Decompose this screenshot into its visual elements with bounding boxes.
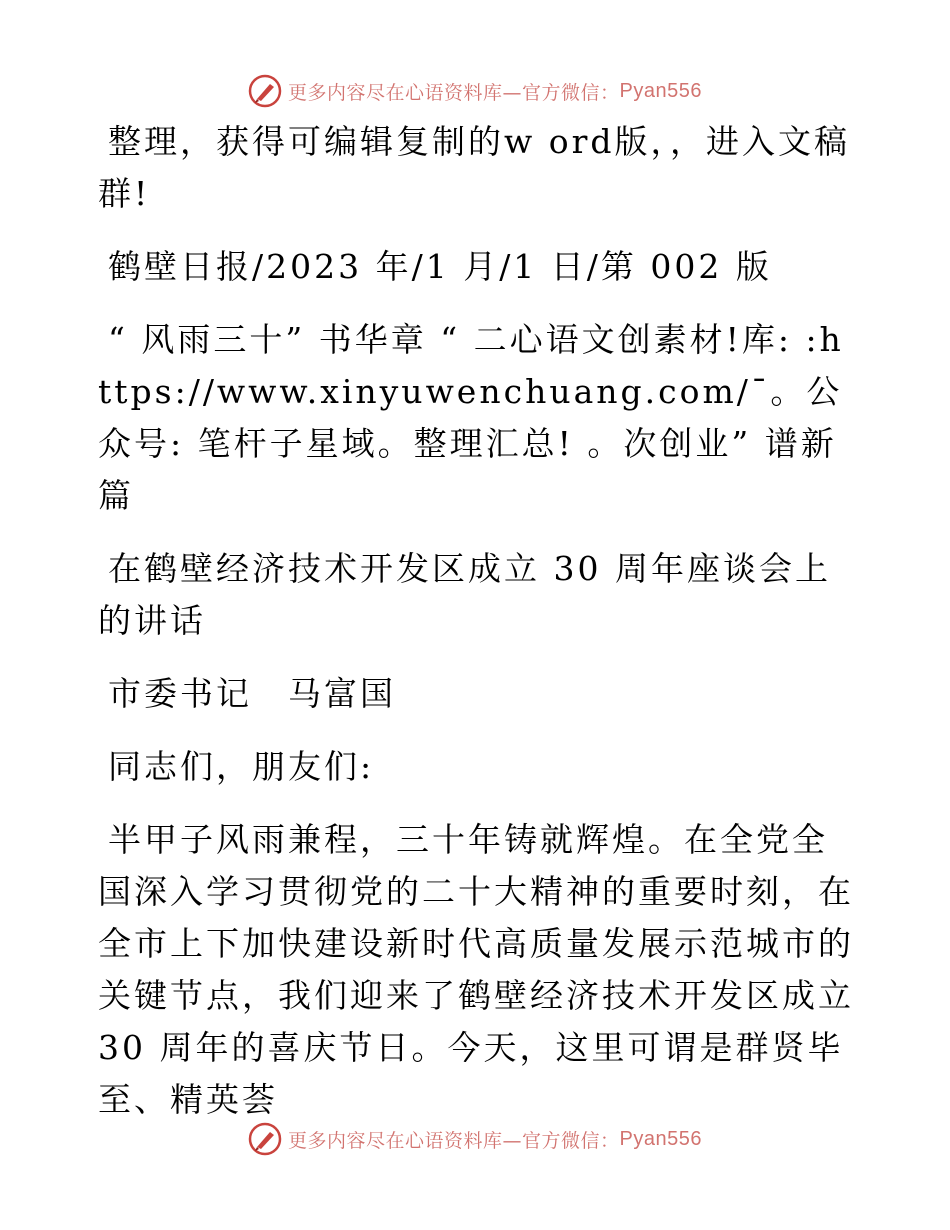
article-subtitle: 在鹤壁经济技术开发区成立 30 周年座谈会上的讲话 <box>98 549 831 640</box>
intro-notice: 整理，获得可编辑复制的w ord版，，进入文稿群! <box>98 122 851 213</box>
document-body <box>98 116 868 1147</box>
pen-logo-icon <box>248 1122 282 1156</box>
watermark-wechat-id: Pyan556 <box>619 1127 702 1150</box>
watermark-text: 更多内容尽在心语资料库—官方微信： <box>288 1129 620 1152</box>
article-title: “ 风雨三十” 书华章 “ 二心语文创素材!库: :https://www.xinyuwenchuang.com/¯。公众号: 笔杆子星域。整理汇总! 。次创业” 谱新篇 <box>98 320 844 515</box>
newspaper-source: 鹤壁日报/2023 年/1 月/1 日/第 002 版 <box>108 247 772 286</box>
footer-watermark <box>0 1122 950 1156</box>
body-paragraph: 半甲子风雨兼程，三十年铸就辉煌。在全党全国深入学习贯彻党的二十大精神的重要时刻，在全市上下加快建设新时代高质量发展示范城市的关键节点，我们迎来了鹤壁经济技术开发区成立 30 周年的喜庆节日。今天，这里可谓是群贤毕至、精英荟 <box>98 820 868 1119</box>
pen-logo-icon <box>248 74 282 108</box>
salutation: 同志们，朋友们: <box>108 747 375 786</box>
watermark-wechat-id: Pyan556 <box>619 79 702 102</box>
header-watermark <box>0 74 950 108</box>
author-line: 市委书记 马富国 <box>108 674 396 713</box>
watermark-text: 更多内容尽在心语资料库—官方微信： <box>288 81 620 104</box>
